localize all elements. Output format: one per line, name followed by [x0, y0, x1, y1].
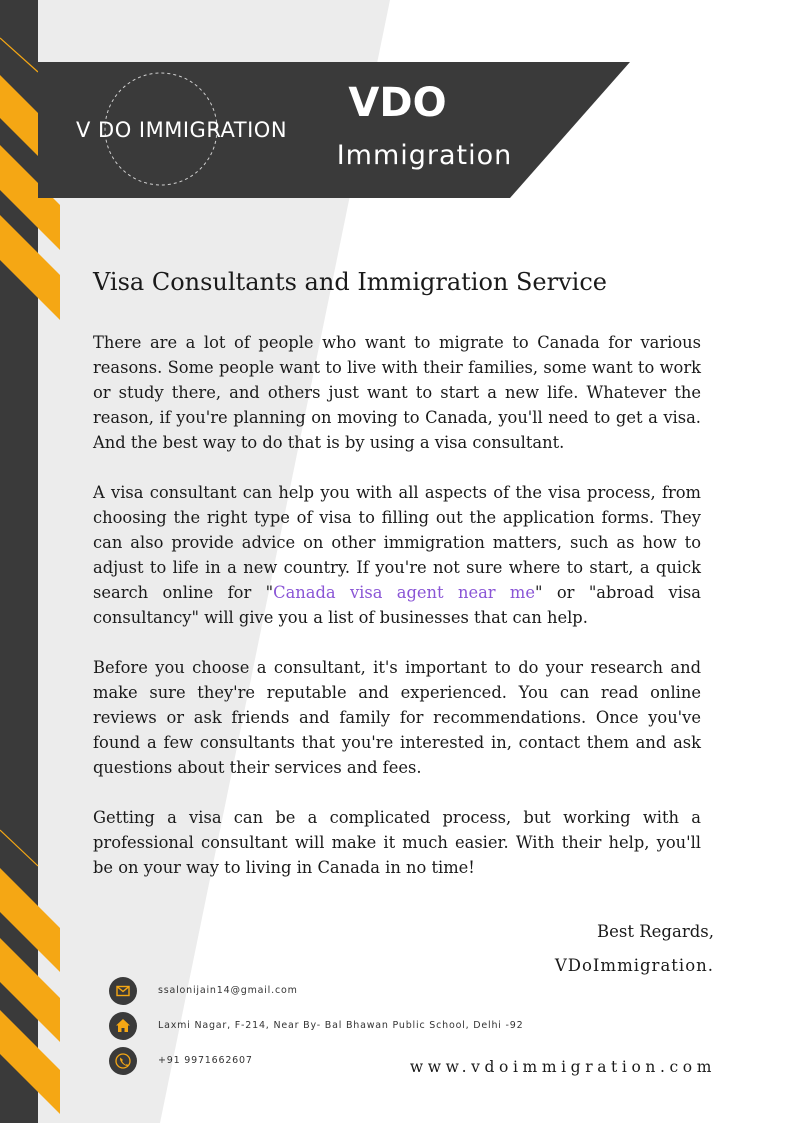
brand-subtitle: Immigration [336, 140, 513, 171]
paragraph-2 [93, 480, 701, 630]
closing-text: Best Regards, [597, 922, 714, 941]
page-title: Visa Consultants and Immigration Service [93, 268, 607, 296]
signature-text: VDoImmigration. [554, 956, 714, 975]
paragraph-4: Getting a visa can be a complicated process, but working with a professional consultant will make it much easier. With their help, you'll be on your way to living in Canada in no time! [93, 808, 701, 877]
paragraph-3: Before you choose a consultant, it's important to do your research and make sure they're reputable and experienced. You can read online reviews or ask friends and family for recommendations. Once you've found a few consultants that you're interested in, contact them and ask questions about their services and fees. [93, 658, 701, 777]
phone-icon [109, 1047, 137, 1075]
website-link[interactable]: www.vdoimmigration.com [409, 1058, 716, 1076]
contact-email[interactable]: ssalonijain14@gmail.com [158, 985, 298, 996]
brand-title: VDO [348, 80, 447, 126]
paragraph-1: There are a lot of people who want to migrate to Canada for various reasons. Some people want to live with their families, some want to work or study there, and others just want to start a new life. Whatever the reason, if you're planning on moving to Canada, you'll need to get a visa. And the best way to do that is by using a visa consultant. [93, 333, 701, 452]
paragraph-2-text-after: " or "abroad visa consultancy" will give you a list of businesses that can help. [93, 583, 701, 627]
contact-address: Laxmi Nagar, F-214, Near By- Bal Bhawan Public School, Delhi -92 [158, 1020, 524, 1031]
envelope-icon [109, 977, 137, 1005]
paragraph-2-text-before: A visa consultant can help you with all aspects of the visa process, from choosing the right type of visa to filling out the application forms. They can also provide advice on other immigration matters, such as how to adjust to life in a new country. If you're not sure where to start, a quick search online for " [93, 483, 701, 602]
contact-phone[interactable]: +91 9971662607 [158, 1055, 253, 1066]
home-icon [109, 1012, 137, 1040]
logo-text: V DO IMMIGRATION [76, 118, 288, 142]
canada-visa-agent-link[interactable]: Canada visa agent near me [273, 583, 536, 602]
